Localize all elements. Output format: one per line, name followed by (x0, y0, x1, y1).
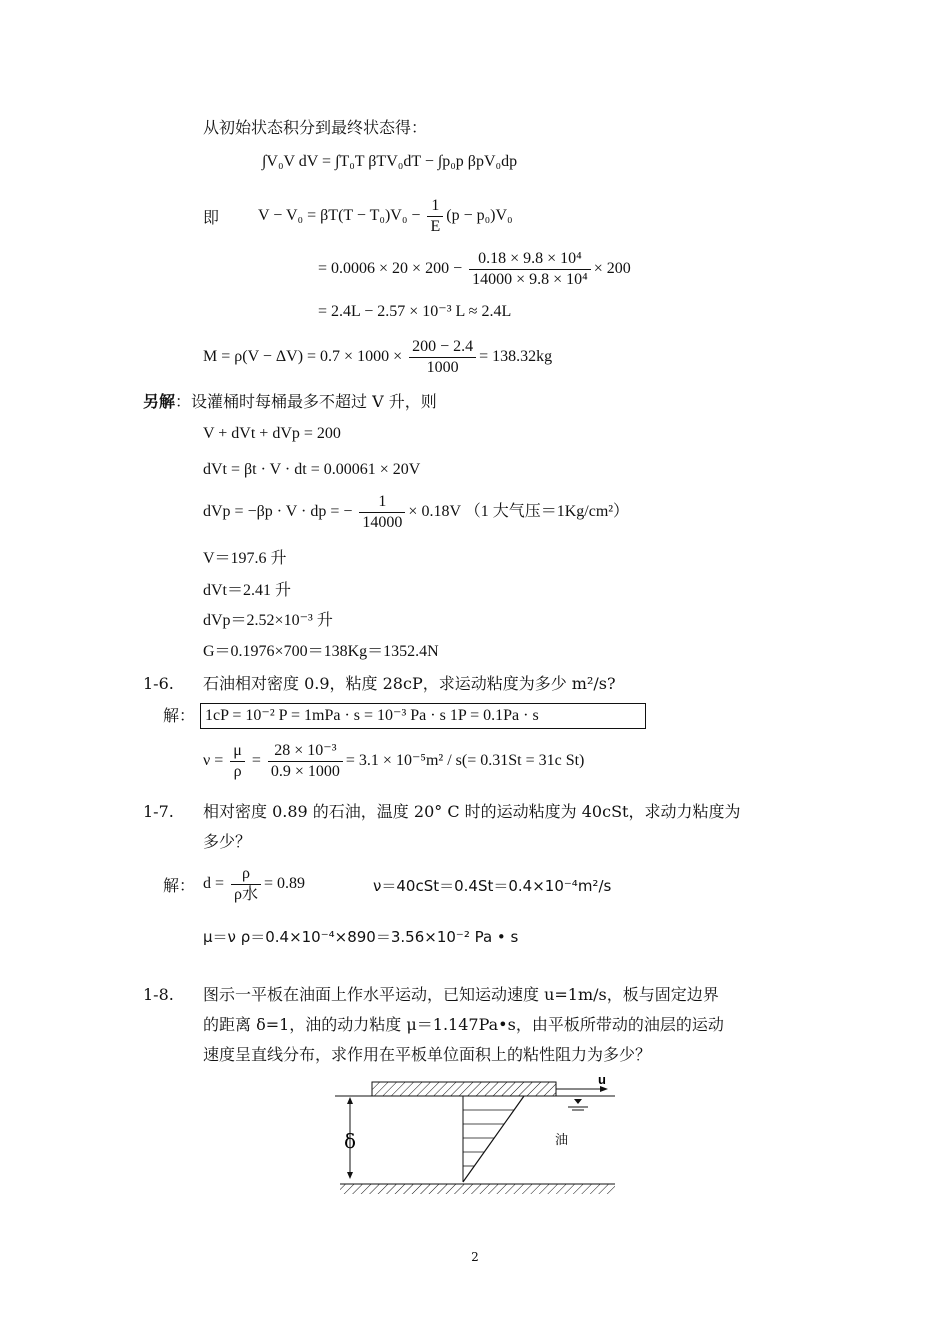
fraction (427, 197, 443, 236)
denominator: 14000 (362, 514, 403, 531)
denominator: 0.9 × 1000 (270, 763, 340, 780)
nu-left: ν = (203, 752, 228, 770)
eq-m-right: = 138.32kg (479, 348, 553, 366)
numerator: 0.18 × 9.8 × 10⁴ (469, 250, 591, 270)
d-right: = 0.89 (264, 875, 306, 893)
equation-step2 (318, 250, 631, 289)
denominator: 14000 × 9.8 × 10⁴ (472, 271, 588, 288)
eq2-right: × 200 (593, 260, 631, 278)
relative-density-equation (203, 865, 305, 904)
alt-solution-line (143, 392, 437, 412)
moving-plate (372, 1082, 556, 1096)
eq-ji-left: V − V₀ = βT(T − T₀)V₀ − (258, 207, 425, 225)
denominator: ρ水 (234, 886, 259, 903)
eq-ji-right: (p − p₀)V₀ (446, 207, 513, 225)
numerator: μ (230, 742, 245, 762)
gap-label: δ (344, 1129, 357, 1153)
result-dvp: dVp＝2.52×10⁻³ 升 (203, 612, 333, 629)
arrowhead-down-icon (347, 1172, 353, 1179)
problem-1-8-number: 1-8. (143, 985, 174, 1004)
problem-1-8-text-line1: 图示一平板在油面上作水平运动，已知运动速度 u=1m/s，板与固定边界 (203, 985, 719, 1004)
fraction (230, 742, 245, 781)
problem-1-7-text-line2: 多少？ (203, 832, 252, 851)
intro-text: 从初始状态积分到最终状态得： (203, 118, 428, 137)
alt-eq2: dVt = βt · V · dt = 0.00061 × 20V (203, 461, 421, 478)
alt-solution-label: 另解 (143, 392, 176, 411)
numerator: 200 − 2.4 (409, 338, 476, 358)
denominator: 1000 (426, 359, 459, 376)
dynamic-viscosity-value: μ＝ν ρ＝0.4×10⁻⁴×890＝3.56×10⁻² Pa • s (203, 928, 519, 946)
equation-mass (203, 338, 552, 377)
eq-m-left: M = ρ(V − ΔV) = 0.7 × 1000 × (203, 348, 407, 366)
velocity-label: u (598, 1072, 606, 1087)
kinematic-viscosity-equation (203, 742, 584, 781)
unit-conversion-box (200, 703, 646, 729)
alt-eq1: V + dVt + dVp = 200 (203, 425, 341, 442)
alt-eq3-right: × 0.18V （1 大气压＝1Kg/cm²） (408, 503, 630, 521)
problem-1-7-text-line1: 相对密度 0.89 的石油，温度 20° C 时的运动粘度为 40cSt，求动力粘度为 (203, 802, 741, 821)
plate-oil-diagram (330, 1072, 630, 1202)
alt-eq3-left: dVp = −βp · V · dp = − (203, 503, 357, 521)
equation-integral (262, 152, 517, 172)
free-surface-icon (574, 1099, 582, 1104)
d-left: d = (203, 875, 229, 893)
eq2-left: = 0.0006 × 20 × 200 − (318, 260, 467, 278)
page-number: 2 (471, 1250, 479, 1264)
problem-1-6-solution-label: 解： (163, 706, 196, 725)
problem-1-7-number: 1-7. (143, 802, 174, 821)
fraction (268, 742, 343, 781)
result-g: G＝0.1976×700＝138Kg＝1352.4N (203, 643, 439, 660)
fixed-boundary-hatch (340, 1184, 615, 1194)
alt-solution-text: ：设灌桶时每桶最多不超过 V 升，则 (175, 392, 437, 411)
result-v: V＝197.6 升 (203, 550, 287, 567)
alt-eq3 (203, 493, 629, 532)
fraction (409, 338, 476, 377)
fraction (469, 250, 591, 289)
integral-expression: ∫V₀V dV = ∫T₀T βTV₀dT − ∫p₀p βpV₀dp (262, 153, 518, 170)
denominator: E (430, 218, 441, 235)
boxed-formula: 1cP = 10⁻² P = 1mPa · s = 10⁻³ Pa · s 1P = 0.1Pa · s (200, 703, 646, 729)
numerator: ρ (231, 865, 261, 885)
fraction (359, 493, 405, 532)
problem-1-6-number: 1-6. (143, 674, 174, 693)
arrowhead-up-icon (347, 1097, 353, 1104)
nu-mid: = (247, 752, 265, 770)
numerator: 28 × 10⁻³ (268, 742, 343, 762)
denominator: ρ (233, 763, 242, 780)
velocity-profile (463, 1096, 524, 1182)
oil-label: 油 (555, 1133, 569, 1148)
equation-ji (258, 197, 513, 236)
kinematic-viscosity-value: ν＝40cSt＝0.4St＝0.4×10⁻⁴m²/s (373, 877, 612, 895)
ji-label: 即 (203, 208, 220, 227)
problem-1-8-text-line3: 速度呈直线分布，求作用在平板单位面积上的粘性阻力为多少？ (203, 1045, 652, 1064)
equation-step3: = 2.4L − 2.57 × 10⁻³ L ≈ 2.4L (318, 303, 512, 320)
numerator: 1 (427, 197, 443, 217)
nu-right: = 3.1 × 10⁻⁵m² / s(= 0.31St = 31c St) (345, 752, 585, 770)
problem-1-6-text: 石油相对密度 0.9，粘度 28cP，求运动粘度为多少 m²/s? (203, 674, 616, 693)
fraction (231, 865, 261, 904)
problem-1-7-solution-label: 解： (163, 876, 196, 895)
numerator: 1 (359, 493, 405, 513)
problem-1-8-text-line2: 的距离 δ=1，油的动力粘度 μ＝1.147Pa•s，由平板所带动的油层的运动 (203, 1015, 724, 1034)
result-dvt: dVt＝2.41 升 (203, 582, 292, 599)
